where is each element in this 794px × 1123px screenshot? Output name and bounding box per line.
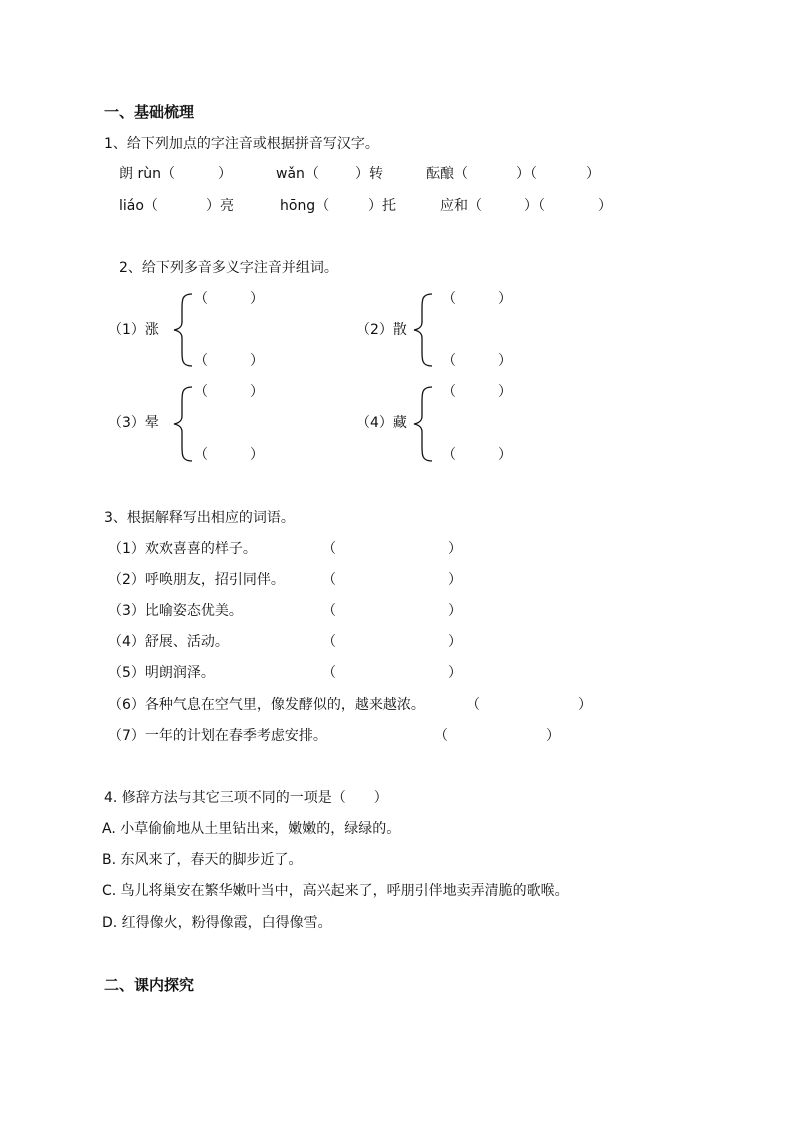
q3-item-text: （2）呼唤朋友，招引同伴。 — [108, 572, 285, 588]
curly-brace-icon — [172, 292, 194, 368]
curly-brace-icon — [412, 385, 434, 463]
q1-r1-c-mid: ）（ — [516, 166, 537, 182]
q1-r2-a-suffix: ）亮 — [206, 198, 234, 214]
q1-r1-c-suffix: ） — [586, 166, 600, 182]
question-4-prompt: 4. 修辞方法与其它三项不同的一项是（ ） — [104, 790, 388, 806]
q3-item-blank[interactable]: （ ） — [322, 572, 462, 588]
q1-r1-a-prefix: 朗 rùn（ — [119, 166, 175, 182]
curly-brace-icon — [172, 385, 194, 463]
q1-r1-b-suffix: ）转 — [355, 166, 383, 182]
question-1-prompt: 1、给下列加点的字注音或根据拼音写汉字。 — [104, 136, 379, 152]
q2-item-label: （4）藏 — [356, 415, 407, 431]
q3-item-text: （7）一年的计划在春季考虑安排。 — [108, 728, 327, 744]
section-heading-1: 一、基础梳理 — [104, 103, 195, 121]
q4-option-b[interactable]: B. 东风来了，春天的脚步近了。 — [102, 852, 303, 868]
q2-blank-bottom[interactable]: （ ） — [442, 447, 512, 463]
question-3-prompt: 3、根据解释写出相应的词语。 — [104, 510, 295, 526]
q1-r2-b-suffix: ）托 — [368, 198, 396, 214]
q3-item-blank[interactable]: （ ） — [322, 603, 462, 619]
q3-item-text: （3）比喻姿态优美。 — [108, 603, 243, 619]
section-heading-2: 二、课内探究 — [104, 976, 195, 994]
q2-blank-top[interactable]: （ ） — [442, 291, 512, 307]
q3-item-blank[interactable]: （ ） — [322, 634, 462, 650]
q3-item-blank[interactable]: （ ） — [466, 697, 592, 713]
q3-item-text: （5）明朗润泽。 — [108, 665, 215, 681]
q4-option-d[interactable]: D. 红得像火，粉得像霞，白得像雪。 — [102, 915, 332, 931]
q1-r1-b-prefix: wǎn（ — [276, 166, 319, 182]
q1-r2-c-prefix: 应和（ — [440, 198, 482, 214]
q4-option-a[interactable]: A. 小草偷偷地从土里钻出来，嫩嫩的，绿绿的。 — [102, 821, 401, 837]
q1-r1-a-suffix: ） — [218, 166, 232, 182]
q3-item-blank[interactable]: （ ） — [434, 728, 560, 744]
q2-blank-bottom[interactable]: （ ） — [194, 353, 264, 369]
q3-item-text: （6）各种气息在空气里，像发酵似的，越来越浓。 — [108, 697, 425, 713]
q1-r2-a-prefix: liáo（ — [119, 198, 158, 214]
question-2-prompt: 2、给下列多音多义字注音并组词。 — [119, 260, 338, 276]
q3-item-text: （1）欢欢喜喜的样子。 — [108, 541, 257, 557]
q2-blank-top[interactable]: （ ） — [442, 384, 512, 400]
q2-item-label: （1）涨 — [108, 322, 159, 338]
curly-brace-icon — [412, 292, 434, 368]
q1-r2-c-suffix: ） — [598, 198, 612, 214]
q2-item-label: （3）晕 — [108, 415, 159, 431]
q3-item-text: （4）舒展、活动。 — [108, 634, 229, 650]
q2-blank-bottom[interactable]: （ ） — [194, 447, 264, 463]
q1-r2-c-mid: ）（ — [524, 198, 545, 214]
q2-blank-top[interactable]: （ ） — [194, 291, 264, 307]
q4-option-c[interactable]: C. 鸟儿将巢安在繁华嫩叶当中，高兴起来了，呼朋引伴地卖弄清脆的歌喉。 — [102, 883, 569, 899]
q2-blank-bottom[interactable]: （ ） — [442, 353, 512, 369]
q2-item-label: （2）散 — [356, 322, 407, 338]
q3-item-blank[interactable]: （ ） — [322, 541, 462, 557]
q2-blank-top[interactable]: （ ） — [194, 384, 264, 400]
q1-r2-b-prefix: hōng（ — [280, 198, 330, 214]
q3-item-blank[interactable]: （ ） — [322, 665, 462, 681]
q1-r1-c-prefix: 酝酿（ — [426, 166, 468, 182]
